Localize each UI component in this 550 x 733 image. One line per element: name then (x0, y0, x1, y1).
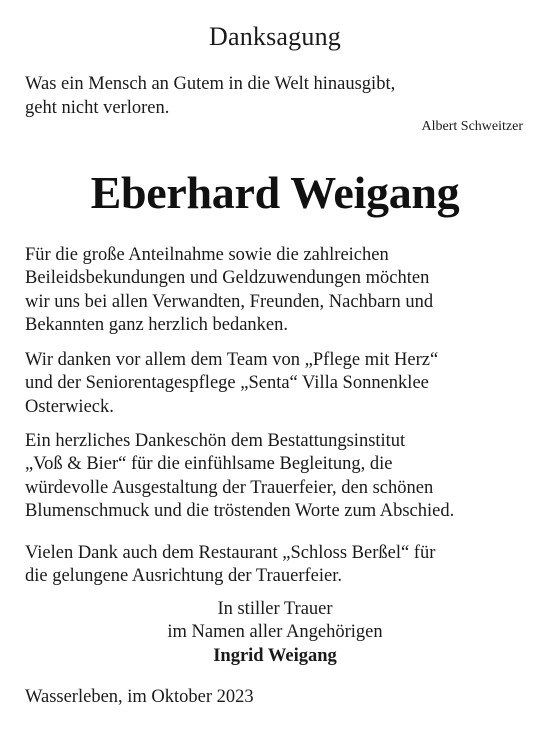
deceased-name: Eberhard Weigang (90, 167, 460, 218)
quote-line: Was ein Mensch an Gutem in die Welt hinausgibt, (25, 74, 396, 94)
quote-line: geht nicht verloren. (25, 98, 170, 118)
quote-author: Albert Schweitzer (421, 119, 523, 134)
paragraph-line: Beileidsbekundungen und Geldzuwendungen möchten (25, 268, 430, 289)
thanks-paragraph-restaurant (25, 542, 530, 589)
thanks-paragraph-funeral-home (25, 430, 530, 523)
closing-line: im Namen aller Angehörigen (167, 622, 383, 643)
closing-block (0, 598, 550, 668)
paragraph-line: Für die große Anteilnahme sowie die zahlreichen (25, 245, 389, 265)
quote (25, 72, 525, 120)
place-and-date: Wasserleben, im Oktober 2023 (25, 687, 254, 707)
paragraph-line: die gelungene Ausrichtung der Trauerfeier. (25, 566, 342, 587)
paragraph-line: „Voß & Bier“ für die einfühlsame Begleitung, die (25, 454, 393, 475)
notice-heading: Danksagung (209, 22, 341, 51)
thanks-paragraph-care-team (25, 349, 530, 419)
paragraph-line: würdevolle Ausgestaltung der Trauerfeier, den schönen (25, 477, 434, 498)
paragraph-line: und der Seniorentagespflege „Senta“ Villa Sonnenklee (25, 373, 429, 394)
paragraph-line: Blumenschmuck und die tröstenden Worte zum Abschied. (25, 500, 455, 521)
paragraph-line: Osterwieck. (25, 396, 114, 417)
paragraph-line: Ein herzliches Dankeschön dem Bestattungsinstitut (25, 431, 406, 451)
paragraph-line: Bekannten ganz herzlich bedanken. (25, 314, 288, 335)
paragraph-line: Wir danken vor allem dem Team von „Pflege mit Herz“ (25, 350, 439, 370)
closing-line: In stiller Trauer (217, 599, 333, 619)
signer-name: Ingrid Weigang (213, 645, 337, 666)
paragraph-line: Vielen Dank auch dem Restaurant „Schloss Berßel“ für (25, 543, 436, 563)
thanks-paragraph-condolences (25, 244, 530, 337)
paragraph-line: wir uns bei allen Verwandten, Freunden, Nachbarn und (25, 291, 434, 312)
